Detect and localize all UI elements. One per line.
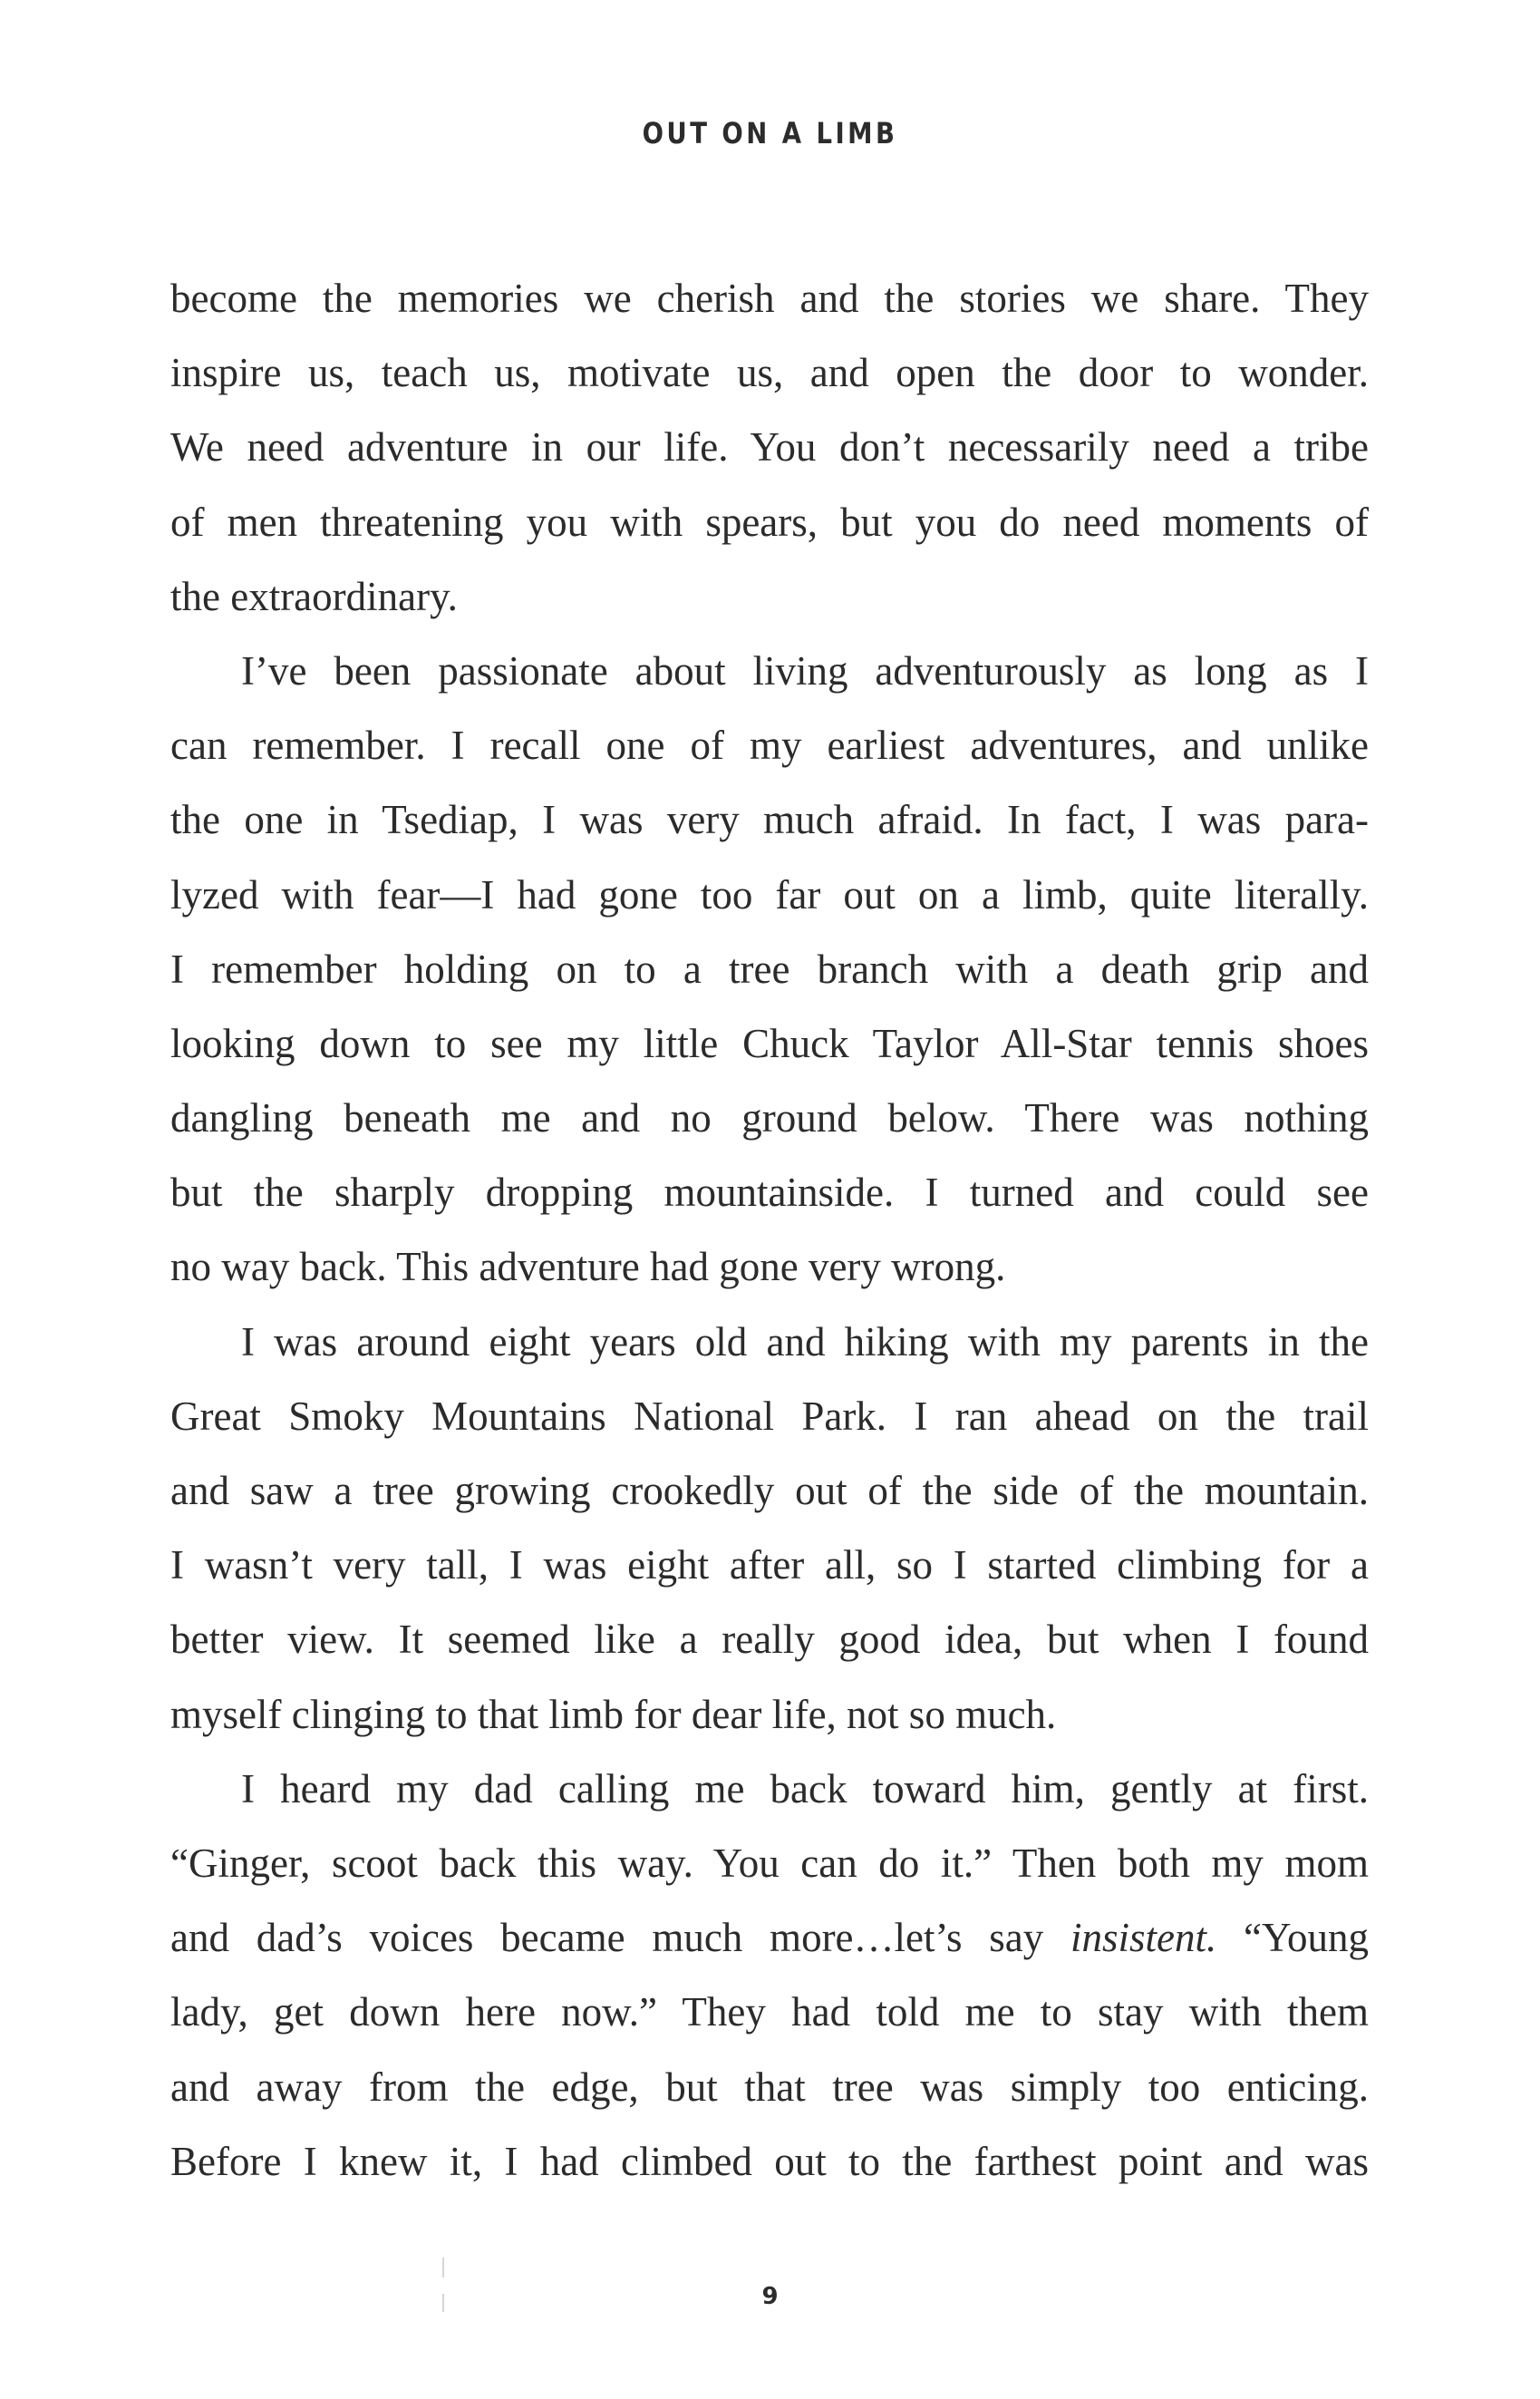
- text-line: become the memories we cherish and the stories we share. They: [170, 276, 1369, 321]
- text-line: can remember. I recall one of my earliest adventures, and unlike: [170, 723, 1369, 769]
- text-run: “Young: [1216, 1915, 1370, 1961]
- text-line: of men threatening you with spears, but you do need moments of: [170, 499, 1369, 545]
- text-line: and away from the edge, but that tree was simply too enticing.: [170, 2064, 1369, 2110]
- text-line: I heard my dad calling me back toward him, gently at first.: [241, 1765, 1369, 1811]
- text-line: inspire us, teach us, motivate us, and open the door to wonder.: [170, 350, 1369, 396]
- scan-artifact-mark: [442, 2294, 444, 2312]
- text-line: [170, 1900, 1369, 1975]
- text-line: I wasn’t very tall, I was eight after all, so I started climbing for a: [170, 1542, 1369, 1588]
- text-line: the one in Tsediap, I was very much afraid. In fact, I was para-: [170, 797, 1369, 843]
- text-line: I was around eight years old and hiking with my parents in the: [241, 1318, 1369, 1365]
- text-line: Great Smoky Mountains National Park. I ran ahead on the trail: [170, 1393, 1369, 1439]
- text-line: Before I knew it, I had climbed out to the farthest point and was: [170, 2138, 1369, 2184]
- text-line: “Ginger, scoot back this way. You can do it.” Then both my mom: [170, 1840, 1369, 1886]
- body-text: [170, 261, 1369, 2199]
- text-line: We need adventure in our life. You don’t necessarily need a tribe: [170, 424, 1369, 471]
- text-line: dangling beneath me and no ground below. There was nothing: [170, 1095, 1369, 1141]
- text-line: better view. It seemed like a really good idea, but when I found: [170, 1617, 1369, 1663]
- text-line: no way back. This adventure had gone very wrong.: [170, 1244, 1006, 1290]
- text-line: looking down to see my little Chuck Taylor All-Star tennis shoes: [170, 1020, 1369, 1066]
- text-line: myself clinging to that limb for dear life, not so much.: [170, 1691, 1057, 1737]
- running-head-title: OUT ON A LIMB: [642, 116, 898, 151]
- text-line: I remember holding on to a tree branch with a death grip and: [170, 946, 1369, 992]
- text-line: but the sharply dropping mountainside. I turned and could see: [170, 1170, 1369, 1216]
- text-line: I’ve been passionate about living adventurously as long as I: [241, 647, 1369, 694]
- scan-artifact-mark: [442, 2258, 444, 2278]
- text-line: and saw a tree growing crookedly out of the side of the mountain.: [170, 1468, 1369, 1513]
- text-line: lyzed with fear—I had gone too far out on a limb, quite literally.: [170, 871, 1369, 918]
- text-line: the extraordinary.: [170, 573, 458, 619]
- page-number: 9: [761, 2283, 779, 2310]
- text-run: and dad’s voices became much more…let’s say: [170, 1915, 1071, 1961]
- text-line: lady, get down here now.” They had told me to stay with them: [170, 1989, 1369, 2035]
- emphasis: insistent.: [1070, 1915, 1217, 1961]
